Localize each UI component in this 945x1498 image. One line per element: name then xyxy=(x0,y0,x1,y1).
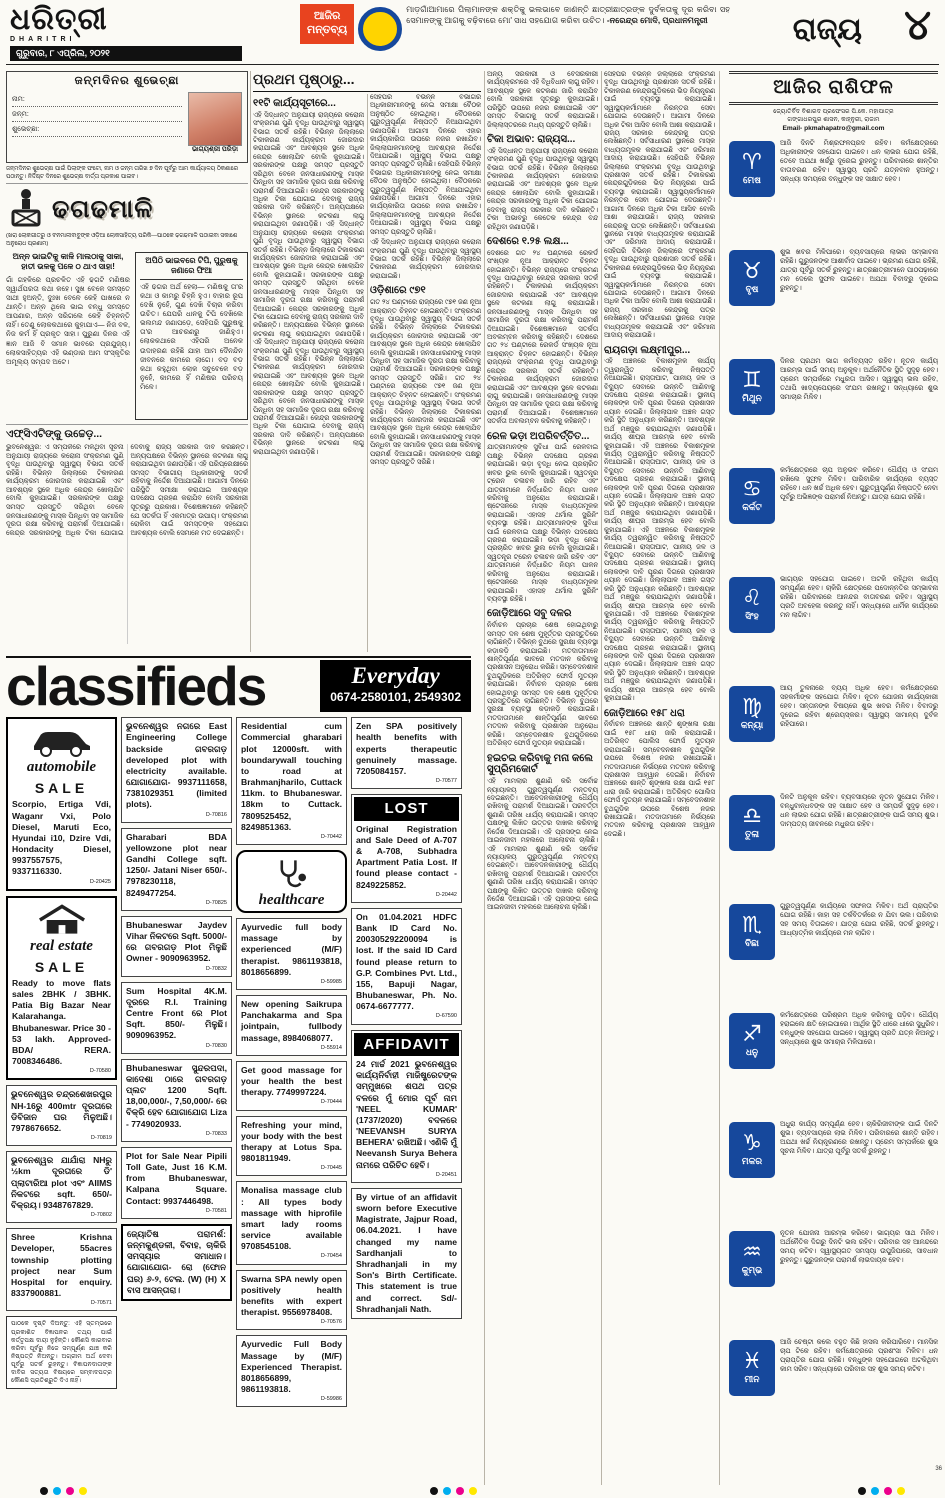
classified-ad xyxy=(236,918,347,990)
article-body-text: ଏହି ଅଞ୍ଚଳରେ ବିକାଶମୂଳକ କାର୍ଯ୍ୟ ତ୍ୱରାନ୍ୱିତ କରିବାକୁ ନିଷ୍ପତ୍ତି ନିଆଯାଇଛି। ରାସ୍ତାଘାଟ, ପାନୀୟ ଜଳ ଓ ବିଦ୍ୟୁତ ସେବାରେ ଉନ୍ନତି ଆଣିବାକୁ ପଦକ୍ଷେପ ଗ୍ରହଣ କରାଯାଇଛି। ସ୍ଥାନୀୟ ଲୋକଙ୍କ ଦାବି ପୂରଣ ଦିଗରେ ପ୍ରଶାସନ ଧ୍ୟାନ ଦେଇଛି। ଜିଲ୍ଲାପାଳ ଅଞ୍ଚଳ ଗସ୍ତ କରି ସ୍ଥିତି ଅନୁଧ୍ୟାନ କରିଛନ୍ତି। ଆବଶ୍ୟକ ଅର୍ଥ ମଞ୍ଜୁର କରାଯାଇଥିବା ଜଣାପଡ଼ିଛି। କାର୍ଯ୍ୟ ଶୀଘ୍ର ଆରମ୍ଭ ହେବ ବୋଲି କୁହାଯାଇଛି। ଏହି ଅଞ୍ଚଳରେ ବିକାଶମୂଳକ କାର୍ଯ୍ୟ ତ୍ୱରାନ୍ୱିତ କରିବାକୁ ନିଷ୍ପତ୍ତି ନିଆଯାଇଛି। ରାସ୍ତାଘାଟ, ପାନୀୟ ଜଳ ଓ ବିଦ୍ୟୁତ ସେବାରେ ଉନ୍ନତି ଆଣିବାକୁ ପଦକ୍ଷେପ ଗ୍ରହଣ କରାଯାଇଛି। ସ୍ଥାନୀୟ ଲୋକଙ୍କ ଦାବି ପୂରଣ ଦିଗରେ ପ୍ରଶାସନ ଧ୍ୟାନ ଦେଇଛି। ଜିଲ୍ଲାପାଳ ଅଞ୍ଚଳ ଗସ୍ତ କରି ସ୍ଥିତି ଅନୁଧ୍ୟାନ କରିଛନ୍ତି। ଆବଶ୍ୟକ ଅର୍ଥ ମଞ୍ଜୁର କରାଯାଇଥିବା ଜଣାପଡ଼ିଛି। କାର୍ଯ୍ୟ ଶୀଘ୍ର ଆରମ୍ଭ ହେବ ବୋଲି କୁହାଯାଇଛି। ଏହି ଅଞ୍ଚଳରେ ବିକାଶମୂଳକ କାର୍ଯ୍ୟ ତ୍ୱରାନ୍ୱିତ କରିବାକୁ ନିଷ୍ପତ୍ତି ନିଆଯାଇଛି। ରାସ୍ତାଘାଟ, ପାନୀୟ ଜଳ ଓ ବିଦ୍ୟୁତ ସେବାରେ ଉନ୍ନତି ଆଣିବାକୁ ପଦକ୍ଷେପ ଗ୍ରହଣ କରାଯାଇଛି। ସ୍ଥାନୀୟ ଲୋକଙ୍କ ଦାବି ପୂରଣ ଦିଗରେ ପ୍ରଶାସନ ଧ୍ୟାନ ଦେଇଛି। ଜିଲ୍ଲାପାଳ ଅଞ୍ଚଳ ଗସ୍ତ କରି ସ୍ଥିତି ଅନୁଧ୍ୟାନ କରିଛନ୍ତି। ଆବଶ୍ୟକ ଅର୍ଥ ମଞ୍ଜୁର କରାଯାଇଥିବା ଜଣାପଡ଼ିଛି। କାର୍ଯ୍ୟ ଶୀଘ୍ର ଆରମ୍ଭ ହେବ ବୋଲି କୁହାଯାଇଛି। ଏହି ଅଞ୍ଚଳରେ ବିକାଶମୂଳକ କାର୍ଯ୍ୟ ତ୍ୱରାନ୍ୱିତ କରିବାକୁ ନିଷ୍ପତ୍ତି ନିଆଯାଇଛି। ରାସ୍ତାଘାଟ, ପାନୀୟ ଜଳ ଓ ବିଦ୍ୟୁତ ସେବାରେ ଉନ୍ନତି ଆଣିବାକୁ ପଦକ୍ଷେପ ଗ୍ରହଣ କରାଯାଇଛି। ସ୍ଥାନୀୟ ଲୋକଙ୍କ ଦାବି ପୂରଣ ଦିଗରେ ପ୍ରଶାସନ ଧ୍ୟାନ ଦେଇଛି। ଜିଲ୍ଲାପାଳ ଅଞ୍ଚଳ ଗସ୍ତ କରି ସ୍ଥିତି ଅନୁଧ୍ୟାନ କରିଛନ୍ତି। ଆବଶ୍ୟକ ଅର୍ଥ ମଞ୍ଜୁର କରାଯାଇଥିବା ଜଣାପଡ଼ିଛି। କାର୍ଯ୍ୟ ଶୀଘ୍ର ଆରମ୍ଭ ହେବ ବୋଲି କୁହାଯାଇଛି। xyxy=(604,358,715,703)
classifieds-column-1 xyxy=(6,717,117,1475)
ad-id: D-20425 xyxy=(89,878,111,885)
ad-text: Gharabari BDA yellowzone plot near Gandhi College sqft. 1250/- Jatani Niser 650/-. 7978230118, 8249477254. xyxy=(126,831,227,898)
ad-id: D-20442 xyxy=(435,891,457,898)
horoscope-title-box xyxy=(729,71,938,105)
ad-id: D-70816 xyxy=(205,811,227,818)
ad-id: D-70576 xyxy=(320,1319,342,1326)
health-icon xyxy=(242,855,341,893)
date-line: ଗୁରୁବାର, ୮ ଏପ୍ରିଲ, ୨୦୨୧ xyxy=(10,46,242,61)
classified-ad xyxy=(6,1085,117,1146)
classifieds-section xyxy=(6,656,471,1486)
zodiac-scorpio-icon: ♏ ବିଛା xyxy=(729,904,775,960)
promo-label: automobile xyxy=(26,759,97,776)
comment-label xyxy=(300,4,354,44)
registration-dot xyxy=(456,1487,464,1495)
horoscope-entry-cancer xyxy=(729,466,938,575)
ad-text: Refreshing your mind, your body with the best therapy at Lotus Spa. 9801811949. xyxy=(241,1119,342,1164)
ad-text: ଜ୍ୟୋତିଷ ପରାମର୍ଶ: ଜନ୍ମକୁଣ୍ଡଳୀ, ବିବାହ, ଚାକିରି ସମସ୍ୟାର ସମାଧାନ। ଯୋଗାଯୋଗ- ରୋ (ଫୋନ ଘର) ୬-୨, ଟେଲ. (W) (H) X ବାସ ଆସନ୍ତାରା। xyxy=(127,1228,226,1295)
sale-label: SALE xyxy=(34,958,89,975)
horoscope-title: ଆଜିର ରାଶିଫଳ xyxy=(773,77,894,98)
classified-ad xyxy=(236,1116,347,1177)
newspaper-logo-english: DHARITRI xyxy=(10,36,76,43)
ad-text: Original Registration and Sale Deed of A-707 & A-708, Subhadra Apartment Patia Lost. If found please contact - 8249225852. xyxy=(356,823,457,890)
ad-text: Monalisa massage club : All types body massage with hiprofile smart lady rooms service available 9708545108. xyxy=(241,1185,342,1252)
ad-banner: AFFIDAVIT xyxy=(354,1033,459,1057)
ad-text: Bhubaneswar ସୁନ୍ଦରପଦା, କାଦେଶା ଠାରେ ଗବରଗଡ଼ ପ୍ଲଟ 1200 Sqft. 18,00,000/-, 7,50,000/- ରେ ବିକ୍ରି ହେବ ଯୋଗାଯୋଗ Liza - 7749020933. xyxy=(126,1062,227,1129)
continuation-column-b xyxy=(370,94,481,652)
zodiac-sign-name: ମୀନ xyxy=(744,1373,760,1384)
newspaper-logo: ଧରିତ୍ରୀ xyxy=(10,3,108,36)
classifieds-title: classifieds xyxy=(6,655,266,717)
house-icon xyxy=(12,901,111,939)
classified-ad xyxy=(236,1181,347,1264)
ad-text: By virtue of an affidavit sworn before Executive Magistrate, Jajpur Road, 06.04.2021. I have changed my name Sardhanjali to Shradhanjali in my Son's Birth Certificate. This statement is true and correct. Sd/- Shradhanjali Nath. xyxy=(356,1191,457,1314)
ad-id: D-20451 xyxy=(435,1171,457,1178)
astrologer-name: ଜ୍ୟୋତିର୍ବିଦ ବିଶାରଦ ପ୍ରଫେସର ପି.କେ. ମହାପାତ୍ର xyxy=(773,108,894,115)
registration-dot xyxy=(858,1487,866,1495)
column-rule xyxy=(367,94,368,652)
article-body-text: ନିର୍ବାଚନ ଅଞ୍ଚଳରେ ଶାନ୍ତି ଶୃଙ୍ଖଳା ରକ୍ଷା ପାଇଁ ୧୫୮ ଧାରା ଜାରି କରାଯାଇଛି। ଅତିରିକ୍ତ ପୋଲିସ ଫୋର୍ସ ମୁତୟନ କରାଯାଇଛି। ସମ୍ବେଦନଶୀଳ ବୁଥଗୁଡ଼ିକ ଉପରେ ବିଶେଷ ନଜର ରଖାଯାଇଛି। ମତଦାତାମାନେ ନିର୍ଭୟରେ ମତଦାନ କରିବାକୁ ପ୍ରଶାସନ ଆହ୍ୱାନ ଦେଇଛି। ନିର୍ବାଚନ ଅଞ୍ଚଳରେ ଶାନ୍ତି ଶୃଙ୍ଖଳା ରକ୍ଷା ପାଇଁ ୧୫୮ ଧାରା ଜାରି କରାଯାଇଛି। ଅତିରିକ୍ତ ପୋଲିସ ଫୋର୍ସ ମୁତୟନ କରାଯାଇଛି। ସମ୍ବେଦନଶୀଳ ବୁଥଗୁଡ଼ିକ ଉପରେ ବିଶେଷ ନଜର ରଖାଯାଇଛି। ମତଦାତାମାନେ ନିର୍ଭୟରେ ମତଦାନ କରିବାକୁ ପ୍ରଶାସନ ଆହ୍ୱାନ ଦେଇଛି। xyxy=(604,721,715,838)
ad-id: D-70832 xyxy=(205,965,227,972)
classified-ad xyxy=(6,1228,117,1311)
zodiac-sign-name: ବିଛା xyxy=(745,937,759,948)
dhagadhamali-section xyxy=(6,183,248,421)
ad-text: ଭୁବନେଶ୍ୱର ନଗରେ East Engineering College backside ଗବରଗଡ଼ developed plot with electricity available. ଯୋଗାଯୋଗ- 9937111658, 7381029351 (limited plots). xyxy=(126,721,227,810)
birthday-note: ଜନ୍ମଦିନର ଶୁଭେଚ୍ଛା ପାଇଁ ପିଲାଙ୍କ ଫଟୋ, ନାମ ଓ ଜନ୍ମ ତାରିଖ ୭ ଦିନ ପୂର୍ବରୁ ଆମ କାର୍ଯ୍ୟାଳୟ ଠିକଣାରେ ପଠାନ୍ତୁ। ନିର୍ଦ୍ଦିଷ୍ଟ ଦିନରେ ଶୁଭେଚ୍ଛା ବାର୍ତ୍ତା ପ୍ରକାଶ ପାଇବ। xyxy=(6,166,238,180)
registration-dot xyxy=(469,1487,477,1495)
ad-text: Ayurvedic Full Body Massage by (M/F) Experienced Therapist. 8018656899, 9861193818. xyxy=(241,1339,342,1395)
zodiac-capricorn-icon: ♑ ମକର xyxy=(729,1122,775,1178)
birthday-field-name: ନାମ: xyxy=(12,92,182,107)
birthday-photo-caption: ଭାଗ୍ୟଶ୍ରୀ ପରିଡ଼ା xyxy=(191,146,239,153)
classifieds-phone-numbers: 0674-2580101, 2549302 xyxy=(330,690,461,705)
horoscope-entry-pisces xyxy=(729,1338,938,1447)
folk-box xyxy=(135,252,248,420)
zodiac-sign-name: ସିଂହ xyxy=(745,610,759,621)
article-subheadline: ଜୋଡ଼ିଆରେ ସବୁ ଦଳର xyxy=(487,608,572,620)
zodiac-sign-name: ତୁଳା xyxy=(744,828,760,839)
masthead-rule xyxy=(6,64,939,65)
article-body-text: ଯାତ୍ରୀମାନଙ୍କ ସୁବିଧା ପାଇଁ ରେଳବାଇ ପକ୍ଷରୁ ବିଭିନ୍ନ ପଦକ୍ଷେପ ଗ୍ରହଣ କରାଯାଇଛି। ଭଡ଼ା ବୃଦ୍ଧି ନେଇ ପ୍ରଚାରିତ ଖବର ଭୁଲ ବୋଲି କୁହାଯାଇଛି। ସ୍ୱତନ୍ତ୍ର ଟ୍ରେନ ଚଳାଚଳ ଜାରି ରହିବ ଏବଂ ଯାତ୍ରୀମାନେ ନିର୍ଦ୍ଧାରିତ ନିୟମ ପାଳନ କରିବାକୁ ଅନୁରୋଧ କରାଯାଇଛି। ଷ୍ଟେସନରେ ମାସ୍କ ବାଧ୍ୟତାମୂଳକ କରାଯାଇଛି। ଏହାସହ ଥର୍ମାଲ ସ୍କ୍ରିନିଂ ବ୍ୟବସ୍ଥା ରହିଛି। ଯାତ୍ରୀମାନଙ୍କ ସୁବିଧା ପାଇଁ ରେଳବାଇ ପକ୍ଷରୁ ବିଭିନ୍ନ ପଦକ୍ଷେପ ଗ୍ରହଣ କରାଯାଇଛି। ଭଡ଼ା ବୃଦ୍ଧି ନେଇ ପ୍ରଚାରିତ ଖବର ଭୁଲ ବୋଲି କୁହାଯାଇଛି। ସ୍ୱତନ୍ତ୍ର ଟ୍ରେନ ଚଳାଚଳ ଜାରି ରହିବ ଏବଂ ଯାତ୍ରୀମାନେ ନିର୍ଦ୍ଧାରିତ ନିୟମ ପାଳନ କରିବାକୁ ଅନୁରୋଧ କରାଯାଇଛି। ଷ୍ଟେସନରେ ମାସ୍କ ବାଧ୍ୟତାମୂଳକ କରାଯାଇଛି। ଏହାସହ ଥର୍ମାଲ ସ୍କ୍ରିନିଂ ବ୍ୟବସ୍ଥା ରହିଛି। xyxy=(487,444,598,604)
article-body-text: ଗତ ୨୪ ଘଣ୍ଟାରେ ରାଜ୍ୟରେ ୯୭୧ ଜଣ ନୂଆ ଆକ୍ରାନ୍ତ ଚିହ୍ନଟ ହୋଇଛନ୍ତି। ସଂକ୍ରମଣ ବୃଦ୍ଧି ପାଉଥିବାରୁ ସ୍ୱାସ୍ଥ୍ୟ ବିଭାଗ ସତର୍କ ରହିଛି। ବିଭିନ୍ନ ଜିଲ୍ଲାରେ ଟିକାକରଣ କାର୍ଯ୍ୟକ୍ରମ ଜୋରଦାର କରାଯାଇଛି ଏବଂ ଆବଶ୍ୟକ ସ୍ଥଳେ ଅଧିକ କେନ୍ଦ୍ର ଖୋଲାଯିବ ବୋଲି କୁହାଯାଇଛି। ଜନସାଧାରଣଙ୍କୁ ମାସ୍କ ପିନ୍ଧିବା ସହ ସାମାଜିକ ଦୂରତା ରକ୍ଷା କରିବାକୁ ପରାମର୍ଶ ଦିଆଯାଇଛି। ସରକାରଙ୍କ ପକ୍ଷରୁ ସମସ୍ତ ପ୍ରସ୍ତୁତି ସରିଛି। ଗତ ୨୪ ଘଣ୍ଟାରେ ରାଜ୍ୟରେ ୯୭୧ ଜଣ ନୂଆ ଆକ୍ରାନ୍ତ ଚିହ୍ନଟ ହୋଇଛନ୍ତି। ସଂକ୍ରମଣ ବୃଦ୍ଧି ପାଉଥିବାରୁ ସ୍ୱାସ୍ଥ୍ୟ ବିଭାଗ ସତର୍କ ରହିଛି। ବିଭିନ୍ନ ଜିଲ୍ଲାରେ ଟିକାକରଣ କାର୍ଯ୍ୟକ୍ରମ ଜୋରଦାର କରାଯାଇଛି ଏବଂ ଆବଶ୍ୟକ ସ୍ଥଳେ ଅଧିକ କେନ୍ଦ୍ର ଖୋଲାଯିବ ବୋଲି କୁହାଯାଇଛି। ଜନସାଧାରଣଙ୍କୁ ମାସ୍କ ପିନ୍ଧିବା ସହ ସାମାଜିକ ଦୂରତା ରକ୍ଷା କରିବାକୁ ପରାମର୍ଶ ଦିଆଯାଇଛି। ସରକାରଙ୍କ ପକ୍ଷରୁ ସମସ୍ତ ପ୍ରସ୍ତୁତି ସରିଛି। xyxy=(370,299,481,467)
todays-comment-box xyxy=(300,4,730,51)
zodiac-cancer-icon: ♋ କର୍କଟ xyxy=(729,468,775,524)
horoscope-entry-gemini xyxy=(729,357,938,466)
article-subheadline: ରାୟଗଡ଼ା ଲକ୍ଷ୍ମୀପୁର... xyxy=(604,344,691,356)
promo-label: healthcare xyxy=(258,892,325,909)
ad-id: D-70830 xyxy=(205,1042,227,1049)
left-article-body: ଭୁବନେଶ୍ୱର: ଏ ସମ୍ପର୍କରେ ମିଳିଥିବା ସୂଚନା ଅନୁଯାୟୀ ରାଜ୍ୟରେ କରୋନା ସଂକ୍ରମଣ ପୁଣି ବୃଦ୍ଧି ପାଉଥିବାରୁ ସ୍ୱାସ୍ଥ୍ୟ ବିଭାଗ ସତର୍କ ରହିଛି। ବିଭିନ୍ନ ଜିଲ୍ଲାରେ ଟିକାକରଣ କାର୍ଯ୍ୟକ୍ରମ ଜୋରଦାର କରାଯାଇଛି ଏବଂ ଆବଶ୍ୟକ ସ୍ଥଳେ ଅଧିକ କେନ୍ଦ୍ର ଖୋଲାଯିବ ବୋଲି କୁହାଯାଇଛି। ସରକାରଙ୍କ ପକ୍ଷରୁ ସମସ୍ତ ପ୍ରସ୍ତୁତି ସରିଥିବା ବେଳେ ଜନସାଧାରଣଙ୍କୁ ମାସ୍କ ପିନ୍ଧିବା ସହ ସାମାଜିକ ଦୂରତା ରକ୍ଷା କରିବାକୁ ପରାମର୍ଶ ଦିଆଯାଇଛି। କେନ୍ଦ୍ର ସରକାରଙ୍କୁ ଅଧିକ ଟିକା ଯୋଗାଇ ଦେବାକୁ ରାଜ୍ୟ ସରକାର ଦାବି କରିଛନ୍ତି। ଅନ୍ୟପକ୍ଷରେ ବିଭିନ୍ନ ସ୍ଥାନରେ କଟକଣା ଲାଗୁ କରାଯାଇଥିବା ଜଣାପଡ଼ିଛି। ଏହି ପରିପ୍ରେକ୍ଷୀରେ ସମସ୍ତ ବିଭାଗୀୟ ଅଧିକାରୀଙ୍କୁ ସତର୍କ ରହିବାକୁ ନିର୍ଦ୍ଦେଶ ଦିଆଯାଇଛି। ଆଗାମୀ ଦିନରେ ପରିସ୍ଥିତି ସମୀକ୍ଷା କରାଯାଇ ଆବଶ୍ୟକ ପଦକ୍ଷେପ ଗ୍ରହଣ କରାଯିବ ବୋଲି ସରକାରୀ ସୂତ୍ରରୁ ପ୍ରକାଶ। ବିଶେଷଜ୍ଞମାନେ କହିଛନ୍ତି ଯେ ସତର୍କତା ହିଁ ଏକମାତ୍ର ଉପାୟ। ସଂକ୍ରମଣ ରୋକିବା ପାଇଁ ସମସ୍ତଙ୍କ ସହଯୋଗ ଆବଶ୍ୟକ ବୋଲି ସେମାନେ ମତ ଦେଇଛନ୍ତି। xyxy=(6,444,248,537)
article-subheadline: ୧୧ଟି କାର୍ଯ୍ୟସୂଚୀରେ... xyxy=(253,98,336,109)
ad-text: ଭୁବନେଶ୍ୱର ଚନ୍ଦ୍ରଶେଖରପୁର NH-16ରୁ 400mtr ଦୂରତାରେ ଡିବିଜାନ ଘର ମିଳୁଅଛି। 7978676652. xyxy=(11,1089,112,1133)
classified-promo-real-estate xyxy=(6,896,117,1081)
ad-text: Bhubaneswar Jaydev Vihar ନିକଟରେ Sqft. 5000/- ରେ ଗବରଗଡ଼ Plot ମିଳୁଛି Owner - 9090963952. xyxy=(126,919,228,964)
horoscope-text: କର୍ମକ୍ଷେତ୍ରରେ ଚାପ ଅନୁଭବ କରିବେ। ଧୈର୍ଯ୍ୟ ଓ ସଂଯମ ରଖିଲେ ସୁଫଳ ମିଳିବ। ପାରିବାରିକ କାର୍ଯ୍ୟରେ ବ୍ୟସ୍ତ ରହିବେ। ଧନ ଖର୍ଚ୍ଚ ଅଧିକ ହେବ। ଗୁରୁତ୍ୱପୂର୍ଣ୍ଣ ନିଷ୍ପତ୍ତି ନେବା ପୂର୍ବରୁ ଅଭିଜ୍ଞଙ୍କ ପରାମର୍ଶ ନିଅନ୍ତୁ। ଯାତ୍ରା ଯୋଗ ରହିଛି। xyxy=(780,466,938,501)
column-rule xyxy=(250,71,251,652)
classified-promo-healthcare xyxy=(236,850,347,913)
classifieds-everyday-label: Everyday xyxy=(351,663,440,688)
comment-quote xyxy=(406,4,730,27)
horoscope-section xyxy=(724,71,938,1485)
ad-text: Scorpio, Ertiga Vdi, Waganr Vxi, Polo Diesel, Maruti Eco, Hyundai i10, Dzire Vdi, Hondacity Diesel, 9937557575, 9337116330. xyxy=(12,799,111,877)
zodiac-pisces-icon: ♓ ମୀନ xyxy=(729,1340,775,1396)
zodiac-aries-icon: ♈ ମେଷ xyxy=(729,141,775,197)
horoscope-entry-aries xyxy=(729,139,938,248)
horoscope-entry-taurus xyxy=(729,248,938,357)
ad-text: Get good massage for your health the best therapy. 7749997224. xyxy=(241,1064,342,1098)
classifieds-grid xyxy=(6,717,471,1475)
ad-text: ପାଠକେ ଦୃଷ୍ଟି ଦିଅନ୍ତୁ: ଏହି ସ୍ତମ୍ଭରେ ପ୍ରକାଶିତ ବିଜ୍ଞାପନର ତଥ୍ୟ ପାଇଁ କର୍ତ୍ତୃପକ୍ଷ ଦାୟୀ ନୁହଁନ୍ତି। କୌଣସି କାରବାର କରିବା ପୂର୍ବରୁ ନିଜେ ସମ୍ପୂର୍ଣ୍ଣ ଯାଞ୍ଚ କରି ନିଷ୍ପତ୍ତି ନିଅନ୍ତୁ। ଅଗ୍ରୀମ ଅର୍ଥ ଦେବା ପୂର୍ବରୁ ସତର୍କ ରୁହନ୍ତୁ। ବିଜ୍ଞାପନଦାତାଙ୍କ ଦାବିର ସତ୍ୟତା ବିଷୟରେ ସମ୍ବାଦପତ୍ର କୌଣସି ପ୍ରତିଶ୍ରୁତି ଦିଏ ନାହିଁ। xyxy=(11,1320,112,1384)
classified-ad xyxy=(351,908,462,1025)
birthday-form-fields xyxy=(12,92,182,154)
registration-dot xyxy=(443,1487,451,1495)
registration-dot xyxy=(66,1487,74,1495)
article-body-text: ସେହିପରି ବିଭିନ୍ନ ଜିଲ୍ଲାରେ ସଂକ୍ରମଣ ବୃଦ୍ଧି ପାଉଥିବାରୁ ପ୍ରଶାସନ ସତର୍କ ରହିଛି। ଟିକାକରଣ କେନ୍ଦ୍ରଗୁଡ଼ିକରେ ଭିଡ଼ ନିୟନ୍ତ୍ରଣ ପାଇଁ ବ୍ୟବସ୍ଥା କରାଯାଇଛି। ସ୍ୱାସ୍ଥ୍ୟକର୍ମୀମାନେ ନିରନ୍ତର ସେବା ଯୋଗାଇ ଦେଉଛନ୍ତି। ଆଗାମୀ ଦିନରେ ଅଧିକ ଟିକା ଆସିବ ବୋଲି ଆଶା କରାଯାଉଛି। ରାଜ୍ୟ ସରକାର କେନ୍ଦ୍ରକୁ ପତ୍ର ଲେଖିଛନ୍ତି। ସର୍ବସାଧାରଣ ସ୍ଥାନରେ ମାସ୍କ ବାଧ୍ୟତାମୂଳକ କରାଯାଇଛି ଏବଂ ଜରିମାନା ଆଦାୟ କରାଯାଉଛି। ସେହିପରି ବିଭିନ୍ନ ଜିଲ୍ଲାରେ ସଂକ୍ରମଣ ବୃଦ୍ଧି ପାଉଥିବାରୁ ପ୍ରଶାସନ ସତର୍କ ରହିଛି। ଟିକାକରଣ କେନ୍ଦ୍ରଗୁଡ଼ିକରେ ଭିଡ଼ ନିୟନ୍ତ୍ରଣ ପାଇଁ ବ୍ୟବସ୍ଥା କରାଯାଇଛି। ସ୍ୱାସ୍ଥ୍ୟକର୍ମୀମାନେ ନିରନ୍ତର ସେବା ଯୋଗାଇ ଦେଉଛନ୍ତି। ଆଗାମୀ ଦିନରେ ଅଧିକ ଟିକା ଆସିବ ବୋଲି ଆଶା କରାଯାଉଛି। ରାଜ୍ୟ ସରକାର କେନ୍ଦ୍ରକୁ ପତ୍ର ଲେଖିଛନ୍ତି। ସର୍ବସାଧାରଣ ସ୍ଥାନରେ ମାସ୍କ ବାଧ୍ୟତାମୂଳକ କରାଯାଇଛି ଏବଂ ଜରିମାନା ଆଦାୟ କରାଯାଉଛି। ସେହିପରି ବିଭିନ୍ନ ଜିଲ୍ଲାରେ ସଂକ୍ରମଣ ବୃଦ୍ଧି ପାଉଥିବାରୁ ପ୍ରଶାସନ ସତର୍କ ରହିଛି। ଟିକାକରଣ କେନ୍ଦ୍ରଗୁଡ଼ିକରେ ଭିଡ଼ ନିୟନ୍ତ୍ରଣ ପାଇଁ ବ୍ୟବସ୍ଥା କରାଯାଇଛି। ସ୍ୱାସ୍ଥ୍ୟକର୍ମୀମାନେ ନିରନ୍ତର ସେବା ଯୋଗାଇ ଦେଉଛନ୍ତି। ଆଗାମୀ ଦିନରେ ଅଧିକ ଟିକା ଆସିବ ବୋଲି ଆଶା କରାଯାଉଛି। ରାଜ୍ୟ ସରକାର କେନ୍ଦ୍ରକୁ ପତ୍ର ଲେଖିଛନ୍ତି। ସର୍ବସାଧାରଣ ସ୍ଥାନରେ ମାସ୍କ ବାଧ୍ୟତାମୂଳକ କରାଯାଇଛି ଏବଂ ଜରିମାନା ଆଦାୟ କରାଯାଉଛି। xyxy=(604,71,715,340)
comment-label-line1: ଆଜିର xyxy=(313,10,341,22)
ad-text: Swarna SPA newly open positively health benefits with expert therapist. 9556978408. xyxy=(241,1273,342,1318)
classifieds-column-4 xyxy=(351,717,462,1475)
classified-ad xyxy=(121,1224,232,1301)
continuation-column-d xyxy=(604,71,715,1485)
classified-ad-lost xyxy=(351,794,462,903)
horoscope-text: ଆଜି ଦିନଟି ମିଶ୍ରଫଳପ୍ରଦ ରହିବ। କର୍ମକ୍ଷେତ୍ରରେ ଅଧିକାରୀଙ୍କ ସହଯୋଗ ପାଇବେ। ଧନ ଲାଭର ଯୋଗ ରହିଛି, ତେବେ ଅଯଥା ଖର୍ଚ୍ଚରୁ ଦୂରେଇ ରୁହନ୍ତୁ। ପରିବାରରେ ଶାନ୍ତିର ବାତାବରଣ ରହିବ। ସ୍ୱାସ୍ଥ୍ୟ ପ୍ରତି ଯତ୍ନବାନ ହୁଅନ୍ତୁ। ସନ୍ଧ୍ୟା ସମୟରେ ବନ୍ଧୁଙ୍କ ସହ ସାକ୍ଷାତ ହେବ। xyxy=(780,139,938,183)
registration-dot xyxy=(53,1487,61,1495)
continuation-column-a xyxy=(253,94,364,652)
horoscope-entry-virgo xyxy=(729,684,938,793)
ad-text: Shree Krishna Developer, 55acres township plotting project near Sum Hospital for enquiry. 8337900881. xyxy=(11,1232,112,1299)
classified-ad xyxy=(351,717,462,789)
emblem-icon xyxy=(358,7,402,51)
classified-ad xyxy=(351,1188,462,1319)
folk-box-body: ଏହି ଢଗର ଅର୍ଥ ହେଲା— ମଣିଷକୁ ତା'ର କଥା ଓ କାମରୁ ଚିହ୍ନି ହୁଏ। ବାହାର ରୂପ ଦେଖି ନୁହେଁ, ଗୁଣ ଦେଖି ବିଚାର କରିବା ଉଚିତ। ଯେପରି ଧାନକୁ ଟିପି ଦେଖିଲେ ଭଲମନ୍ଦ ଜଣାପଡ଼େ, ସେହିପରି ପୁରୁଷକୁ ତା'ର ଆଚରଣରୁ ଜାଣିହୁଏ। ଲୋକକଥାରେ ଏହିପରି ଅନେକ ଉଦାହରଣ ରହିଛି ଯାହା ଆମ ଦୈନନ୍ଦିନ ଜୀବନରେ କାମରେ ଲାଗେ। ବଡ଼ ବଡ଼ କଥା କହୁଥିବା ଲୋକ ସବୁବେଳେ ବଡ଼ ନୁହେଁ, କାମରେ ହିଁ ମଣିଷର ପରିଚୟ ମିଳେ। xyxy=(140,283,243,391)
birthday-field-wish: ଶୁଭେଚ୍ଛା: xyxy=(12,122,182,137)
left-article-headline: ଏଫ୍‌ସିଏଟିଙ୍କୁ ଉଚ୍ଚେଡ଼... xyxy=(6,428,103,440)
ad-text: Residential cum Commercial gharabari plot 12000sft. with boundarywall touching to road at Brahmanjharilo, Cuttack 11km. to Bhubaneswar. 18km to Cuttack. 7809525452, 8249851363. xyxy=(241,721,342,832)
article-body-text: ଦେଶରେ ଗତ ୨୪ ଘଣ୍ଟାରେ ରେକର୍ଡ ସଂଖ୍ୟକ ନୂଆ ଆକ୍ରାନ୍ତ ଚିହ୍ନଟ ହୋଇଛନ୍ତି। ବିଭିନ୍ନ ରାଜ୍ୟରେ ସଂକ୍ରମଣ ବୃଦ୍ଧି ପାଉଥିବାରୁ କେନ୍ଦ୍ର ସରକାର ସତର୍କ ରହିଛନ୍ତି। ଟିକାକରଣ କାର୍ଯ୍ୟକ୍ରମ ଜୋରଦାର କରାଯାଇଛି ଏବଂ ଆବଶ୍ୟକ ସ୍ଥଳେ କଟକଣା ଲାଗୁ କରାଯାଇଛି। ଜନସାଧାରଣଙ୍କୁ ମାସ୍କ ପିନ୍ଧିବା ସହ ସାମାଜିକ ଦୂରତା ରକ୍ଷା କରିବାକୁ ପରାମର୍ଶ ଦିଆଯାଇଛି। ବିଶେଷଜ୍ଞମାନେ ସତର୍କତା ଅବଲମ୍ବନ କରିବାକୁ କହିଛନ୍ତି। ଦେଶରେ ଗତ ୨୪ ଘଣ୍ଟାରେ ରେକର୍ଡ ସଂଖ୍ୟକ ନୂଆ ଆକ୍ରାନ୍ତ ଚିହ୍ନଟ ହୋଇଛନ୍ତି। ବିଭିନ୍ନ ରାଜ୍ୟରେ ସଂକ୍ରମଣ ବୃଦ୍ଧି ପାଉଥିବାରୁ କେନ୍ଦ୍ର ସରକାର ସତର୍କ ରହିଛନ୍ତି। ଟିକାକରଣ କାର୍ଯ୍ୟକ୍ରମ ଜୋରଦାର କରାଯାଇଛି ଏବଂ ଆବଶ୍ୟକ ସ୍ଥଳେ କଟକଣା ଲାଗୁ କରାଯାଇଛି। ଜନସାଧାରଣଙ୍କୁ ମାସ୍କ ପିନ୍ଧିବା ସହ ସାମାଜିକ ଦୂରତା ରକ୍ଷା କରିବାକୁ ପରାମର୍ଶ ଦିଆଯାଇଛି। ବିଶେଷଜ୍ଞମାନେ ସତର୍କତା ଅବଲମ୍ବନ କରିବାକୁ କହିଛନ୍ତି। xyxy=(487,249,598,426)
classified-ad xyxy=(6,1151,117,1223)
ad-banner: LOST xyxy=(354,797,459,821)
horoscope-text: କର୍ମକ୍ଷେତ୍ରରେ ପରିଶ୍ରମ ଅଧିକ କରିବାକୁ ପଡ଼ିବ। ଧୈର୍ଯ୍ୟ ହରାଇଲେ କ୍ଷତି ହୋଇପାରେ। ଆର୍ଥିକ ସ୍ଥିତି ଧୀରେ ଧୀରେ ସୁଧୁରିବ। ବନ୍ଧୁଙ୍କ ସହଯୋଗ ପାଇବେ। ସ୍ୱାସ୍ଥ୍ୟ ପ୍ରତି ଯତ୍ନ ନିଅନ୍ତୁ। ସନ୍ଧ୍ୟାରେ ଶୁଭ ସମାଚାର ମିଳିପାରେ। xyxy=(780,1011,938,1046)
horoscope-text: ଆୟ ତୁଳନାରେ ବ୍ୟୟ ଅଧିକ ହେବ। କର୍ମକ୍ଷେତ୍ରରେ ସହକର୍ମୀଙ୍କ ସହଯୋଗ ମିଳିବ। ନୂତନ ଯୋଜନା କାର୍ଯ୍ୟକାରୀ ହେବ। ସନ୍ତାନଙ୍କ ବିଷୟରେ ଶୁଭ ଖବର ମିଳିବ। ବିବାଦରୁ ଦୂରେଇ ରହିବା ଶ୍ରେୟସ୍କର। ସ୍ୱାସ୍ଥ୍ୟ ସାମାନ୍ୟ ଦୁର୍ବଳ ରହିପାରେ। xyxy=(780,684,938,728)
horoscope-entry-leo xyxy=(729,575,938,684)
ad-text: On 01.04.2021 HDFC Bank ID Card No. 200305292200094 is lost. If the said ID Card found please return to G.P. Combines Pvt. Ltd., 155, Bapuji Nagar, Bhubaneswar, Ph. No. 0674-6677777. xyxy=(356,911,457,1012)
ad-id: D-70571 xyxy=(90,1300,112,1307)
ad-id: D-55914 xyxy=(320,1044,342,1051)
classified-ad xyxy=(236,1270,347,1331)
article-body-text: ସେହିପରି ବିଭିନ୍ନ ବିଭାଗର ଅଧିକାରୀମାନଙ୍କୁ ନେଇ ସମୀକ୍ଷା ବୈଠକ ଅନୁଷ୍ଠିତ ହୋଇଥିଲା। ବୈଠକରେ ଗୁରୁତ୍ୱପୂର୍ଣ୍ଣ ନିଷ୍ପତ୍ତି ନିଆଯାଇଥିବା ଜଣାପଡ଼ିଛି। ଆଗାମୀ ଦିନରେ ଏହାର କାର୍ଯ୍ୟକାରିତା ଉପରେ ନଜର ରଖାଯିବ। ଜିଲ୍ଲାପାଳମାନଙ୍କୁ ଆବଶ୍ୟକ ନିର୍ଦ୍ଦେଶ ଦିଆଯାଇଛି। ସ୍ୱାସ୍ଥ୍ୟ ବିଭାଗ ପକ୍ଷରୁ ସମସ୍ତ ପ୍ରସ୍ତୁତି ଚାଲିଛି। ସେହିପରି ବିଭିନ୍ନ ବିଭାଗର ଅଧିକାରୀମାନଙ୍କୁ ନେଇ ସମୀକ୍ଷା ବୈଠକ ଅନୁଷ୍ଠିତ ହୋଇଥିଲା। ବୈଠକରେ ଗୁରୁତ୍ୱପୂର୍ଣ୍ଣ ନିଷ୍ପତ୍ତି ନିଆଯାଇଥିବା ଜଣାପଡ଼ିଛି। ଆଗାମୀ ଦିନରେ ଏହାର କାର୍ଯ୍ୟକାରିତା ଉପରେ ନଜର ରଖାଯିବ। ଜିଲ୍ଲାପାଳମାନଙ୍କୁ ଆବଶ୍ୟକ ନିର୍ଦ୍ଦେଶ ଦିଆଯାଇଛି। ସ୍ୱାସ୍ଥ୍ୟ ବିଭାଗ ପକ୍ଷରୁ ସମସ୍ତ ପ୍ରସ୍ତୁତି ଚାଲିଛି। xyxy=(370,94,481,236)
section-header xyxy=(792,1,931,48)
registration-dot xyxy=(430,1487,438,1495)
ad-id: D-70819 xyxy=(90,1135,112,1142)
article-body-text: ଏହି ସିଦ୍ଧାନ୍ତ ଅନୁଯାୟୀ ରାଜ୍ୟରେ କରୋନା ସଂକ୍ରମଣ ପୁଣି ବୃଦ୍ଧି ପାଉଥିବାରୁ ସ୍ୱାସ୍ଥ୍ୟ ବିଭାଗ ସତର୍କ ରହିଛି। ବିଭିନ୍ନ ଜିଲ୍ଲାରେ ଟିକାକରଣ କାର୍ଯ୍ୟକ୍ରମ ଜୋରଦାର କରାଯାଇଛି ଏବଂ ଆବଶ୍ୟକ ସ୍ଥଳେ ଅଧିକ କେନ୍ଦ୍ର ଖୋଲାଯିବ ବୋଲି କୁହାଯାଇଛି। କେନ୍ଦ୍ର ସରକାରଙ୍କୁ ଅଧିକ ଟିକା ଯୋଗାଇ ଦେବାକୁ ରାଜ୍ୟ ସରକାର ଦାବି କରିଛନ୍ତି। ଟିକା ଅଭାବରୁ କେତେକ କେନ୍ଦ୍ର ବନ୍ଦ ରହିଥିବା ଜଣାପଡ଼ିଛି। xyxy=(487,147,598,231)
registration-dot xyxy=(884,1487,892,1495)
dhagadhamali-subtitle: (ଖରା ଲୋକଗୀତରୁ ଓ ବନମାଳୀବାବୁଙ୍କ ଓଡ଼ିଆ ଲୋକସାହିତ୍ୟ ପରିକି—ପାଠକେ ଢଗଢମାଳି ପଠାଇବା ସକାଶେ ଅନୁରୋଧ ପ୍ରଣାମ) xyxy=(6,233,238,247)
horoscope-entry-sagittarius xyxy=(729,1011,938,1120)
classified-ad xyxy=(121,717,232,823)
classified-ad xyxy=(121,982,232,1054)
classified-promo-automobile xyxy=(6,717,117,891)
zodiac-leo-icon: ♌ ସିଂହ xyxy=(729,577,775,633)
birthday-title: ଜନ୍ମଦିନର ଶୁଭେଚ୍ଛା xyxy=(74,75,180,87)
ad-text: ଭୁବନେଶ୍ୱର ଯାଯାଁରା NHରୁ ½km ଦୂରତାରେ ଡି' ପ୍ଲାଟାରିଆ plot ଏବଂ AIIMS ନିକଟରେ sqft. 650/- ବିକ୍ରୟ। 9348767829. xyxy=(11,1155,112,1210)
from-page-one-header: ପ୍ରଥମ ପୃଷ୍ଠାରୁ... xyxy=(253,71,481,92)
folk-box-heading: ଅପିଠି ଭାଇବରେ ଟିପି, ପୁରୁଷକୁ ଜଣାରେ ଫିଆ xyxy=(140,256,243,280)
ad-id: D-59985 xyxy=(320,978,342,985)
left-article xyxy=(6,424,248,652)
ad-id: D-70833 xyxy=(205,1130,227,1137)
ad-id: D-70581 xyxy=(205,1207,227,1214)
horoscope-text: ଦିନଟି ଅନୁକୂଳ ରହିବ। ବ୍ୟବସାୟରେ ନୂତନ ସୁଯୋଗ ମିଳିବ। ବନ୍ଧୁବାନ୍ଧବଙ୍କ ସହ ସାକ୍ଷାତ ହେବ ଓ ସମ୍ପର୍କ ସୁଦୃଢ଼ ହେବ। ଧନ ଲାଭର ଯୋଗ ରହିଛି। ଛାତ୍ରଛାତ୍ରୀଙ୍କ ପାଇଁ ସମୟ ଶୁଭ। ଦାମ୍ପତ୍ୟ ଜୀବନରେ ମଧୁରତା ରହିବ। xyxy=(780,793,938,828)
horoscope-list xyxy=(729,139,938,1447)
ad-text: Sum Hospital 4K.M. ଦୂରରେ R.I. Training Centre Front ରେ Plot Sqft. 850/- ମିଳୁଛି। 9090963952. xyxy=(126,985,227,1041)
comment-quote-text: ମାଡ଼ଗାଁଆମାରେ ପିଲାମାନଙ୍କ ଶକ୍ତିକୁ ଭଲଭାବେ ଜାଣନ୍ତି ଛାତ୍ରୀଛାତ୍ରଙ୍କ ଦୁର୍ବଳତାକୁ ଦୂର କରିବା ସହ ସେମାନଙ୍କୁ ଆଗକୁ ବଢ଼ିବାରେ ମୋ' ସାଧ ସହଯୋଗ କରିବା ଉଚିତ। xyxy=(406,5,730,26)
horoscope-entry-scorpio xyxy=(729,902,938,1011)
zodiac-sign-name: ଧନୁ xyxy=(745,1046,759,1057)
continuation-column-c xyxy=(487,71,598,1485)
zodiac-sign-name: କର୍କଟ xyxy=(742,501,762,512)
column-rule xyxy=(484,71,485,1485)
classified-ad xyxy=(121,828,232,911)
sheet-number: 36 xyxy=(935,1466,942,1472)
zodiac-virgo-icon: ♍ କନ୍ୟା xyxy=(729,686,775,742)
masthead xyxy=(10,5,242,61)
classified-ad xyxy=(121,1059,232,1142)
registration-marks-left xyxy=(40,1487,87,1495)
horoscope-text: ଦିନର ପ୍ରଥମ ଭାଗ କର୍ମବ୍ୟସ୍ତ ରହିବ। ନୂତନ କାର୍ଯ୍ୟ ଆରମ୍ଭ ପାଇଁ ସମୟ ଅନୁକୂଳ। ଅର୍ଥନୈତିକ ସ୍ଥିତି ସୁଦୃଢ଼ ହେବ। ପ୍ରେମ ସମ୍ପର୍କରେ ମଧୁରତା ଆସିବ। ସ୍ୱାସ୍ଥ୍ୟ ଭଲ ରହିବ, ତଥାପି ଖାଦ୍ୟପେୟରେ ସଂଯମ ରଖନ୍ତୁ। ସନ୍ଧ୍ୟାରେ ଶୁଭ ସମାଚାର ମିଳିବ। xyxy=(780,357,938,401)
ad-text: New opening Saikrupa Panchakarma and Spa jointpain, fullbody massage, 8984068077. xyxy=(241,999,342,1043)
birthday-wishes-box xyxy=(6,71,248,163)
zodiac-taurus-icon: ♉ ବୃଷ xyxy=(729,250,775,306)
ad-id: D-59986 xyxy=(320,1396,342,1403)
dhagadhamali-title: ଢଗଢମାଳି xyxy=(52,194,154,223)
ad-text: Ready to move flats sales 2BHK / 3BHK. Patia Big Bazar Near Kalarahanga. Bhubaneswar. Price 30 - 53 lakh. Approved- BDA/ RERA. 7008346486. xyxy=(12,977,111,1067)
ad-text: Zen SPA positively health benefits with experts therapeutic genuinely massage. 7205084157. xyxy=(356,721,457,776)
comment-attribution: -ନରେନ୍ଦ୍ର ମୋଦି, ପ୍ରଧାନମନ୍ତ୍ରୀ xyxy=(606,16,708,26)
registration-marks-right xyxy=(858,1487,905,1495)
ad-id: D-70444 xyxy=(320,1099,342,1106)
article-subheadline: ଜୋଡ଼ିଆରେ ୧୫୮ ଧରା xyxy=(604,707,685,719)
registration-marks-center xyxy=(430,1487,477,1495)
zodiac-sign-name: ମେଷ xyxy=(743,174,761,185)
registration-dot xyxy=(871,1487,879,1495)
horoscope-text: ଅଧୁରା କାର୍ଯ୍ୟ ସମ୍ପୂର୍ଣ୍ଣ ହେବ। ଚାକିରିଜୀବୀଙ୍କ ପାଇଁ ଦିନଟି ଶୁଭ। ବ୍ୟବସାୟରେ ଲାଭ ମିଳିବ। ପରିବାରରେ ଶାନ୍ତି ରହିବ। ଅଯଥା ଖର୍ଚ୍ଚ ନିୟନ୍ତ୍ରଣରେ ରଖନ୍ତୁ। ପ୍ରେମ ସମ୍ପର୍କରେ ଶୁଭ ସୂଚନା ମିଳିବ। ଯାତ୍ରା ପୂର୍ବରୁ ସତର୍କ ରୁହନ୍ତୁ। xyxy=(780,1120,938,1155)
birthday-field-dob: ଜନ୍ମ: xyxy=(12,107,182,122)
ad-id: D-70442 xyxy=(320,833,342,840)
astrologer-email: Email- pkmahapatro@gmail.com xyxy=(782,124,885,132)
article-subheadline: ଟିକା ଅଭାବ: ରାଜ୍ୟସ... xyxy=(487,133,576,145)
classified-ad-affidavit xyxy=(351,1030,462,1183)
ad-id: D-70454 xyxy=(320,1253,342,1260)
ad-id: D-67590 xyxy=(435,1013,457,1020)
horoscope-text: ନୂତନ ଯୋଜନା ଆରମ୍ଭ କରିବେ। ଭାଗ୍ୟର ସାଥ ମିଳିବ। ଅର୍ଥନୈତିକ ଦିଗରୁ ଦିନଟି ଭଲ ରହିବ। ପରିବାର ସହ ଆନନ୍ଦରେ ସମୟ କଟିବ। ସ୍ୱାସ୍ଥ୍ୟଗତ ସମସ୍ୟା ଉପୁଜିପାରେ, ସାବଧାନ ରୁହନ୍ତୁ। ଗୁରୁଜନଙ୍କ ପରାମର୍ଶ ଲାଭଦାୟକ ହେବ। xyxy=(780,1229,938,1264)
classified-ad xyxy=(236,1061,347,1111)
birthday-child-photo xyxy=(188,92,242,146)
classified-ad xyxy=(236,995,347,1056)
classifieds-column-2 xyxy=(121,717,232,1475)
column-rule xyxy=(601,71,602,1485)
registration-dot xyxy=(40,1487,48,1495)
horoscope-text: ଶୁଭ ଖବର ମିଳିପାରେ। ବ୍ୟବସାୟରେ ଲାଭର ସମ୍ଭାବନା ରହିଛି। ଗୁରୁଜନଙ୍କ ଆଶୀର୍ବାଦ ପାଇବେ। ଭ୍ରମଣ ଯୋଗ ରହିଛି, ଯାତ୍ରା ପୂର୍ବରୁ ସତର୍କ ରୁହନ୍ତୁ। ଛାତ୍ରଛାତ୍ରୀମାନେ ପାଠପଢ଼ାରେ ମନ ଦେଲେ ସୁଫଳ ପାଇବେ। ଅଯଥା ବିବାଦରୁ ଦୂରେଇ ରୁହନ୍ତୁ। xyxy=(780,248,938,292)
zodiac-libra-icon: ♎ ତୁଳା xyxy=(729,795,775,851)
folk-verse-body: ଗାଁ ଗହଳିରେ ପ୍ରଚଳିତ ଏହି ଢଗଟି ମଣିଷର ସ୍ୱାର୍ଥପରତା କଥା କହେ। ସୁଖ ବେଳେ ସମସ୍ତେ ସାଥୀ ହୁଅନ୍ତି, ଦୁଃଖ ବେଳେ କେହି ପାଖରେ ନ ଥାନ୍ତି। ଅନ୍ନ ଥିଲେ ଭାଇ ବନ୍ଧୁ ସମସ୍ତେ ଆପଣାର, ଅନ୍ନ ସରିଗଲେ କେହି ଚିହ୍ନନ୍ତି ନାହିଁ। ତେଣୁ ଲୋକକଥାରେ କୁହାଯାଏ— ନିଜ ବଳ, ନିଜ କର୍ମ ହିଁ ପ୍ରକୃତ ସାହା। ପୁରୁଣା ଦିନର ଏହି ଜ୍ଞାନ ଆଜି ବି ସମାନ ଭାବରେ ପ୍ରଯୁଜ୍ୟ। ଲୋକସାହିତ୍ୟର ଏହି ଭଣ୍ଡାର ଆମ ସଂସ୍କୃତିର ଅମୂଲ୍ୟ ସମ୍ପଦ ଅଟେ। xyxy=(6,276,130,366)
ad-text: Plot for Sale Near Pipili Toll Gate, Just 16 K.M. from Bhubaneswar, Kalpana Square. Contact: 9937446498. xyxy=(126,1150,227,1206)
registration-dot xyxy=(897,1487,905,1495)
ad-id: D-70580 xyxy=(89,1068,111,1075)
article-subheadline: ହଇଚଇ କରିବାକୁ ମନା କଲେ ସୁପ୍ରିମକୋର୍ଟ xyxy=(487,752,593,776)
horoscope-entry-libra xyxy=(729,793,938,902)
zodiac-sign-name: କନ୍ୟା xyxy=(740,719,764,730)
zodiac-sign-name: ମିଥୁନ xyxy=(742,392,762,403)
horoscope-text: ଗୁରୁତ୍ୱପୂର୍ଣ୍ଣ କାର୍ଯ୍ୟରେ ସଫଳତା ମିଳିବ। ଅର୍ଥ ପ୍ରାପ୍ତିର ଯୋଗ ରହିଛି। କାହା ସହ ତର୍କବିତର୍କରେ ନ ଯିବା ଭଲ। ପରିବାର ସହ ସମୟ ବିତାଇବେ। ଯାତ୍ରା ଯୋଗ ରହିଛି, ସତର୍କ ରୁହନ୍ତୁ। ଆଧ୍ୟାତ୍ମିକ କାର୍ଯ୍ୟରେ ମନ ଲାଗିବ। xyxy=(780,902,938,937)
ad-id: D-70802 xyxy=(90,1212,112,1219)
article-subheadline: ଦେଶରେ ୧.୨୫ ଲକ୍ଷ... xyxy=(487,235,569,247)
astrologer-credit xyxy=(729,108,938,134)
folk-verse xyxy=(6,252,130,420)
classified-ad xyxy=(236,1335,347,1407)
classified-ad xyxy=(121,916,232,977)
classifieds-disclaimer xyxy=(6,1316,117,1389)
ad-id: D-70825 xyxy=(205,899,227,906)
article-subheadline: ରେଳ ଭଡ଼ା ଅପରିବର୍ତ୍ତିତ... xyxy=(487,430,590,442)
classifieds-contact-box xyxy=(320,660,471,712)
zodiac-sign-name: ବୃଷ xyxy=(745,283,759,294)
comment-label-line2: ମନ୍ତବ୍ୟ xyxy=(307,23,348,36)
horoscope-text: ଆଜି ଚେଷ୍ଟା କଲେ ବହୁତ କିଛି ହାସଲ କରିପାରିବେ। ମାନସିକ ଚାପ ଟିକେ ରହିବ। କର୍ମକ୍ଷେତ୍ରରେ ପ୍ରଶଂସା ମିଳିବ। ଧନ ପ୍ରାପ୍ତିର ଯୋଗ ରହିଛି। ବନ୍ଧୁଙ୍କ ସହଯୋଗରେ ଅଟକିଥିବା କାମ ସରିବ। ସନ୍ଧ୍ୟାରେ ପରିବାର ସହ ଶୁଭ ସମୟ କଟିବ। xyxy=(780,1338,938,1373)
ad-text: 24 ମାର୍ଚ୍ଚ 2021 ଭୁବନେଶ୍ୱର କାର୍ଯ୍ୟନିର୍ବାହୀ ମାଜିଷ୍ଟ୍ରେଟଙ୍କ ସମ୍ମୁଖରେ ଶପଥ ପତ୍ର ବଳରେ ମୁଁ ମୋର ପୂର୍ବ ନାମ 'NEEL KUMAR' (1737/2020) ବଦଳରେ 'NEEVANSH SURYA BEHERA' ରଖିଅଛି। ଏଣିକି ମୁଁ Neevansh Surya Behera ନାମରେ ପରିଚିତ ହେବି। xyxy=(356,1059,457,1170)
page-number: ୪ xyxy=(904,1,931,48)
zodiac-sign-name: କୁମ୍ଭ xyxy=(741,1264,763,1275)
ad-id: D-70445 xyxy=(320,1165,342,1172)
classified-ad xyxy=(121,1147,232,1219)
ad-text: Ayurvedic full body massage by experienced (M/F) therapist. 9861193818, 8018656899. xyxy=(241,922,342,977)
classified-ad xyxy=(236,717,347,845)
drummer-icon xyxy=(6,187,46,231)
article-body-text: ନିର୍ବାଚନ ପ୍ରଚାର ଶେଷ ହୋଇଥିବାରୁ ସମସ୍ତ ଦଳ ଶେଷ ମୁହୂର୍ତ୍ତର ପ୍ରସ୍ତୁତିରେ ଲାଗିଛନ୍ତି। ବିଭିନ୍ନ ବୁଥରେ ସୁରକ୍ଷା ବ୍ୟବସ୍ଥା କଡ଼ାକଡ଼ି କରାଯାଇଛି। ମତଦାତାମାନେ ଶାନ୍ତିପୂର୍ଣ୍ଣ ଭାବରେ ମତଦାନ କରିବାକୁ ପ୍ରଶାସନ ଅନୁରୋଧ କରିଛି। ସମ୍ବେଦନଶୀଳ ବୁଥଗୁଡ଼ିକରେ ଅତିରିକ୍ତ ଫୋର୍ସ ମୁତୟନ କରାଯାଇଛି। ନିର୍ବାଚନ ପ୍ରଚାର ଶେଷ ହୋଇଥିବାରୁ ସମସ୍ତ ଦଳ ଶେଷ ମୁହୂର୍ତ୍ତର ପ୍ରସ୍ତୁତିରେ ଲାଗିଛନ୍ତି। ବିଭିନ୍ନ ବୁଥରେ ସୁରକ୍ଷା ବ୍ୟବସ୍ଥା କଡ଼ାକଡ଼ି କରାଯାଇଛି। ମତଦାତାମାନେ ଶାନ୍ତିପୂର୍ଣ୍ଣ ଭାବରେ ମତଦାନ କରିବାକୁ ପ୍ରଶାସନ ଅନୁରୋଧ କରିଛି। ସମ୍ବେଦନଶୀଳ ବୁଥଗୁଡ଼ିକରେ ଅତିରିକ୍ତ ଫୋର୍ସ ମୁତୟନ କରାଯାଇଛି। xyxy=(487,622,598,748)
horoscope-entry-aquarius xyxy=(729,1229,938,1338)
promo-label: real estate xyxy=(30,937,93,954)
classifieds-column-3 xyxy=(236,717,347,1475)
column-rule xyxy=(719,71,720,1485)
article-subheadline: ଓଡ଼ିଶାରେ ୯୭୧ xyxy=(370,285,426,297)
ad-id: D-70577 xyxy=(435,778,457,785)
folk-verse-heading: ଅନ୍ନ ଭାଇଟିକୁ କାଳି ମାଲଠାକୁ ସାକା, ହାତୀ ଭଳକୁ ପଳେ ଠ ଥାଏ ସାହା! xyxy=(12,252,124,272)
article-body-text: ଏହି ମାମଲାର ଶୁଣାଣି କରି ସର୍ବୋଚ୍ଚ ନ୍ୟାୟାଳୟ ଗୁରୁତ୍ୱପୂର୍ଣ୍ଣ ମନ୍ତବ୍ୟ ଦେଇଛନ୍ତି। ଆବେଦନକାରୀଙ୍କୁ ଧୈର୍ଯ୍ୟ ରଖିବାକୁ ପରାମର୍ଶ ଦିଆଯାଇଛି। ପରବର୍ତ୍ତୀ ଶୁଣାଣି ତାରିଖ ଧାର୍ଯ୍ୟ କରାଯାଇଛି। ସମସ୍ତ ପକ୍ଷଙ୍କୁ ଲିଖିତ ଉତ୍ତର ଦାଖଲ କରିବାକୁ ନିର୍ଦ୍ଦେଶ ଦିଆଯାଇଛି। ଏହି ପ୍ରସଙ୍ଗ ନେଇ ଆଇନଜୀବୀ ମହଲରେ ଆଲୋଚନା ଚାଲିଛି। ଏହି ମାମଲାର ଶୁଣାଣି କରି ସର୍ବୋଚ୍ଚ ନ୍ୟାୟାଳୟ ଗୁରୁତ୍ୱପୂର୍ଣ୍ଣ ମନ୍ତବ୍ୟ ଦେଇଛନ୍ତି। ଆବେଦନକାରୀଙ୍କୁ ଧୈର୍ଯ୍ୟ ରଖିବାକୁ ପରାମର୍ଶ ଦିଆଯାଇଛି। ପରବର୍ତ୍ତୀ ଶୁଣାଣି ତାରିଖ ଧାର୍ଯ୍ୟ କରାଯାଇଛି। ସମସ୍ତ ପକ୍ଷଙ୍କୁ ଲିଖିତ ଉତ୍ତର ଦାଖଲ କରିବାକୁ ନିର୍ଦ୍ଦେଶ ଦିଆଯାଇଛି। ଏହି ପ୍ରସଙ୍ଗ ନେଇ ଆଇନଜୀବୀ ମହଲରେ ଆଲୋଚନା ଚାଲିଛି। xyxy=(487,778,598,912)
zodiac-aquarius-icon: ♒ କୁମ୍ଭ xyxy=(729,1231,775,1287)
article-body-text: ଅନ୍ୟ ସରକାରୀ ଓ ବେସରକାରୀ କାର୍ଯ୍ୟକ୍ରମରେ ଏହି ବିଧିବିଧାନ ଲାଗୁ ରହିବ। ଆବଶ୍ୟକ ସ୍ଥଳେ କଟକଣା ଜାରି କରାଯିବ ବୋଲି ସରକାରୀ ସୂତ୍ରରୁ କୁହାଯାଇଛି। ପରିସ୍ଥିତି ଉପରେ ନଜର ରଖାଯାଇଛି ଏବଂ ସମସ୍ତ ବିଭାଗକୁ ସତର୍କ କରାଯାଇଛି। ଜିଲ୍ଲାସ୍ତରରେ ମଧ୍ୟ ପ୍ରସ୍ତୁତି ଚାଲିଛି। xyxy=(487,71,598,129)
astrologer-address: ଗଙ୍ଗାଧରପୁର ଶାସନ, କାହ୍ନୁରୀ, ରାଜାମ xyxy=(787,116,880,124)
registration-dot xyxy=(79,1487,87,1495)
horoscope-entry-capricorn xyxy=(729,1120,938,1229)
sale-label: SALE xyxy=(34,780,89,797)
article-body-text: ଏହି ସିଦ୍ଧାନ୍ତ ଅନୁଯାୟୀ ରାଜ୍ୟରେ କରୋନା ସଂକ୍ରମଣ ପୁଣି ବୃଦ୍ଧି ପାଉଥିବାରୁ ସ୍ୱାସ୍ଥ୍ୟ ବିଭାଗ ସତର୍କ ରହିଛି। ବିଭିନ୍ନ ଜିଲ୍ଲାରେ ଟିକାକରଣ କାର୍ଯ୍ୟକ୍ରମ ଜୋରଦାର କରାଯାଇଛି ଏବଂ ଆବଶ୍ୟକ ସ୍ଥଳେ ଅଧିକ କେନ୍ଦ୍ର ଖୋଲାଯିବ ବୋଲି କୁହାଯାଇଛି। ସରକାରଙ୍କ ପକ୍ଷରୁ ସମସ୍ତ ପ୍ରସ୍ତୁତି ସରିଥିବା ବେଳେ ଜନସାଧାରଣଙ୍କୁ ମାସ୍କ ପିନ୍ଧିବା ସହ ସାମାଜିକ ଦୂରତା ରକ୍ଷା କରିବାକୁ ପରାମର୍ଶ ଦିଆଯାଇଛି। କେନ୍ଦ୍ର ସରକାରଙ୍କୁ ଅଧିକ ଟିକା ଯୋଗାଇ ଦେବାକୁ ରାଜ୍ୟ ସରକାର ଦାବି କରିଛନ୍ତି। ଅନ୍ୟପକ୍ଷରେ ବିଭିନ୍ନ ସ୍ଥାନରେ କଟକଣା ଲାଗୁ କରାଯାଇଥିବା ଜଣାପଡ଼ିଛି। ଏହି ସିଦ୍ଧାନ୍ତ ଅନୁଯାୟୀ ରାଜ୍ୟରେ କରୋନା ସଂକ୍ରମଣ ପୁଣି ବୃଦ୍ଧି ପାଉଥିବାରୁ ସ୍ୱାସ୍ଥ୍ୟ ବିଭାଗ ସତର୍କ ରହିଛି। ବିଭିନ୍ନ ଜିଲ୍ଲାରେ ଟିକାକରଣ କାର୍ଯ୍ୟକ୍ରମ ଜୋରଦାର କରାଯାଇଛି ଏବଂ ଆବଶ୍ୟକ ସ୍ଥଳେ ଅଧିକ କେନ୍ଦ୍ର ଖୋଲାଯିବ ବୋଲି କୁହାଯାଇଛି। ସରକାରଙ୍କ ପକ୍ଷରୁ ସମସ୍ତ ପ୍ରସ୍ତୁତି ସରିଥିବା ବେଳେ ଜନସାଧାରଣଙ୍କୁ ମାସ୍କ ପିନ୍ଧିବା ସହ ସାମାଜିକ ଦୂରତା ରକ୍ଷା କରିବାକୁ ପରାମର୍ଶ ଦିଆଯାଇଛି। କେନ୍ଦ୍ର ସରକାରଙ୍କୁ ଅଧିକ ଟିକା ଯୋଗାଇ ଦେବାକୁ ରାଜ୍ୟ ସରକାର ଦାବି କରିଛନ୍ତି। ଅନ୍ୟପକ୍ଷରେ ବିଭିନ୍ନ ସ୍ଥାନରେ କଟକଣା ଲାଗୁ କରାଯାଇଥିବା ଜଣାପଡ଼ିଛି। ଏହି ସିଦ୍ଧାନ୍ତ ଅନୁଯାୟୀ ରାଜ୍ୟରେ କରୋନା ସଂକ୍ରମଣ ପୁଣି ବୃଦ୍ଧି ପାଉଥିବାରୁ ସ୍ୱାସ୍ଥ୍ୟ ବିଭାଗ ସତର୍କ ରହିଛି। ବିଭିନ୍ନ ଜିଲ୍ଲାରେ ଟିକାକରଣ କାର୍ଯ୍ୟକ୍ରମ ଜୋରଦାର କରାଯାଇଛି ଏବଂ ଆବଶ୍ୟକ ସ୍ଥଳେ ଅଧିକ କେନ୍ଦ୍ର ଖୋଲାଯିବ ବୋଲି କୁହାଯାଇଛି। ସରକାରଙ୍କ ପକ୍ଷରୁ ସମସ୍ତ ପ୍ରସ୍ତୁତି ସରିଥିବା ବେଳେ ଜନସାଧାରଣଙ୍କୁ ମାସ୍କ ପିନ୍ଧିବା ସହ ସାମାଜିକ ଦୂରତା ରକ୍ଷା କରିବାକୁ ପରାମର୍ଶ ଦିଆଯାଇଛି। କେନ୍ଦ୍ର ସରକାରଙ୍କୁ ଅଧିକ ଟିକା ଯୋଗାଇ ଦେବାକୁ ରାଜ୍ୟ ସରକାର ଦାବି କରିଛନ୍ତି। ଅନ୍ୟପକ୍ଷରେ ବିଭିନ୍ନ ସ୍ଥାନରେ କଟକଣା ଲାଗୁ କରାଯାଇଥିବା ଜଣାପଡ଼ିଛି। xyxy=(253,111,364,456)
zodiac-sagittarius-icon: ♐ ଧନୁ xyxy=(729,1013,775,1069)
horoscope-text: ଭାଗ୍ୟର ସହଯୋଗ ପାଇବେ। ଅଟକି ରହିଥିବା କାର୍ଯ୍ୟ ସମ୍ପୂର୍ଣ୍ଣ ହେବ। ଚାକିରି କ୍ଷେତ୍ରରେ ପଦୋନ୍ନତିର ସମ୍ଭାବନା ରହିଛି। ପରିବାରରେ ଆନନ୍ଦର ବାତାବରଣ ରହିବ। ସ୍ୱାସ୍ଥ୍ୟ ପ୍ରତି ଅବହେଳା କରନ୍ତୁ ନାହିଁ। ସନ୍ଧ୍ୟାରେ ଧାର୍ମିକ କାର୍ଯ୍ୟରେ ମନ ଲାଗିବ। xyxy=(780,575,938,619)
zodiac-sign-name: ମକର xyxy=(741,1155,763,1166)
section-name: ରାଜ୍ୟ xyxy=(792,13,863,46)
article-body-text: ଏହି ସିଦ୍ଧାନ୍ତ ଅନୁଯାୟୀ ରାଜ୍ୟରେ କରୋନା ସଂକ୍ରମଣ ପୁଣି ବୃଦ୍ଧି ପାଉଥିବାରୁ ସ୍ୱାସ୍ଥ୍ୟ ବିଭାଗ ସତର୍କ ରହିଛି। ବିଭିନ୍ନ ଜିଲ୍ଲାରେ ଟିକାକରଣ କାର୍ଯ୍ୟକ୍ରମ ଜୋରଦାର କରାଯାଇଛି। xyxy=(370,239,481,280)
zodiac-gemini-icon: ♊ ମିଥୁନ xyxy=(729,359,775,415)
car-icon xyxy=(12,722,111,760)
